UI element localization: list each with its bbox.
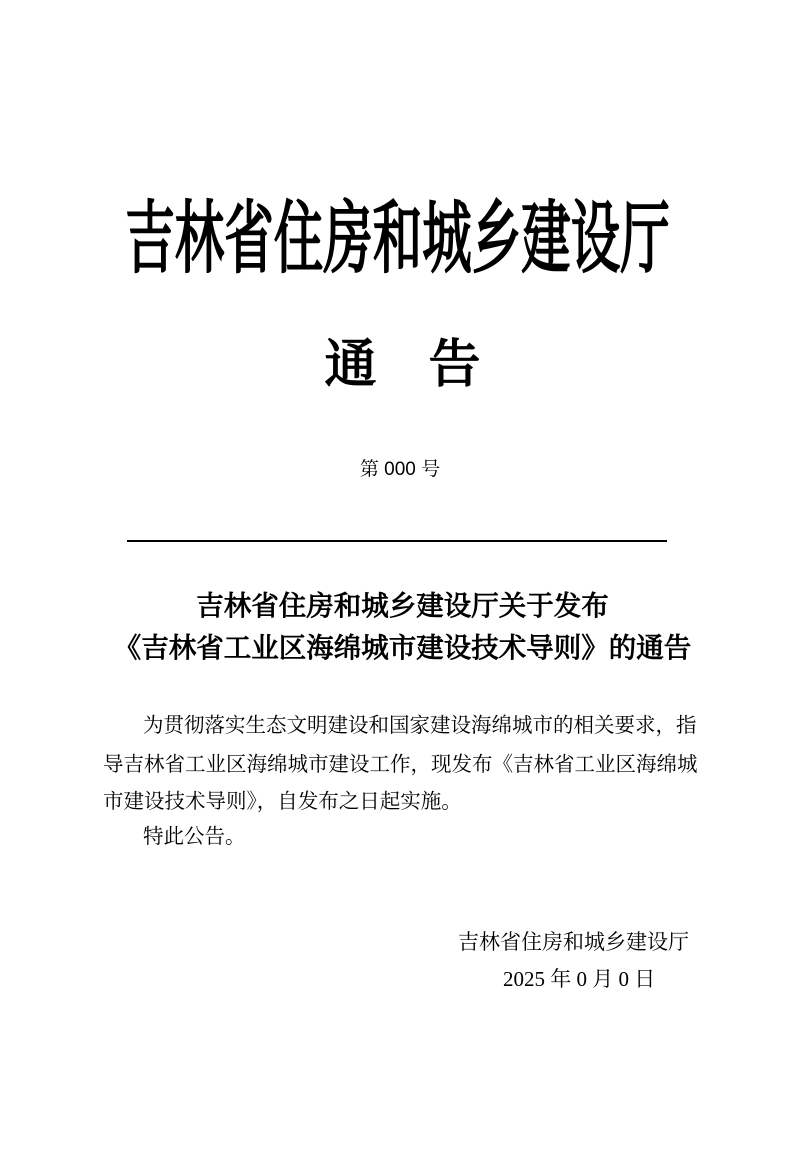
signature-date: 2025 年 0 月 0 日	[503, 967, 656, 991]
document-number: 第 000 号	[359, 459, 441, 480]
body-paragraph-line: 市建设技术导则》，自发布之日起实施。	[103, 789, 462, 813]
body-paragraph-line: 为贯彻落实生态文明建设和国家建设海绵城市的相关要求，指	[143, 713, 697, 737]
notice-title-line-1: 吉林省住房和城乡建设厅关于发布	[196, 590, 609, 622]
issuer-title: 吉林省住房和城乡建设厅	[125, 192, 670, 285]
header-divider	[127, 540, 667, 542]
notice-title-line-2: 《吉林省工业区海绵城市建设技术导则》的通告	[113, 632, 692, 664]
document-type-heading: 通 告	[324, 334, 481, 395]
signature-issuer: 吉林省住房和城乡建设厅	[458, 930, 689, 954]
closing-statement: 特此公告。	[143, 824, 246, 848]
body-paragraph-line: 导吉林省工业区海绵城市建设工作，现发布《吉林省工业区海绵城	[103, 752, 698, 776]
